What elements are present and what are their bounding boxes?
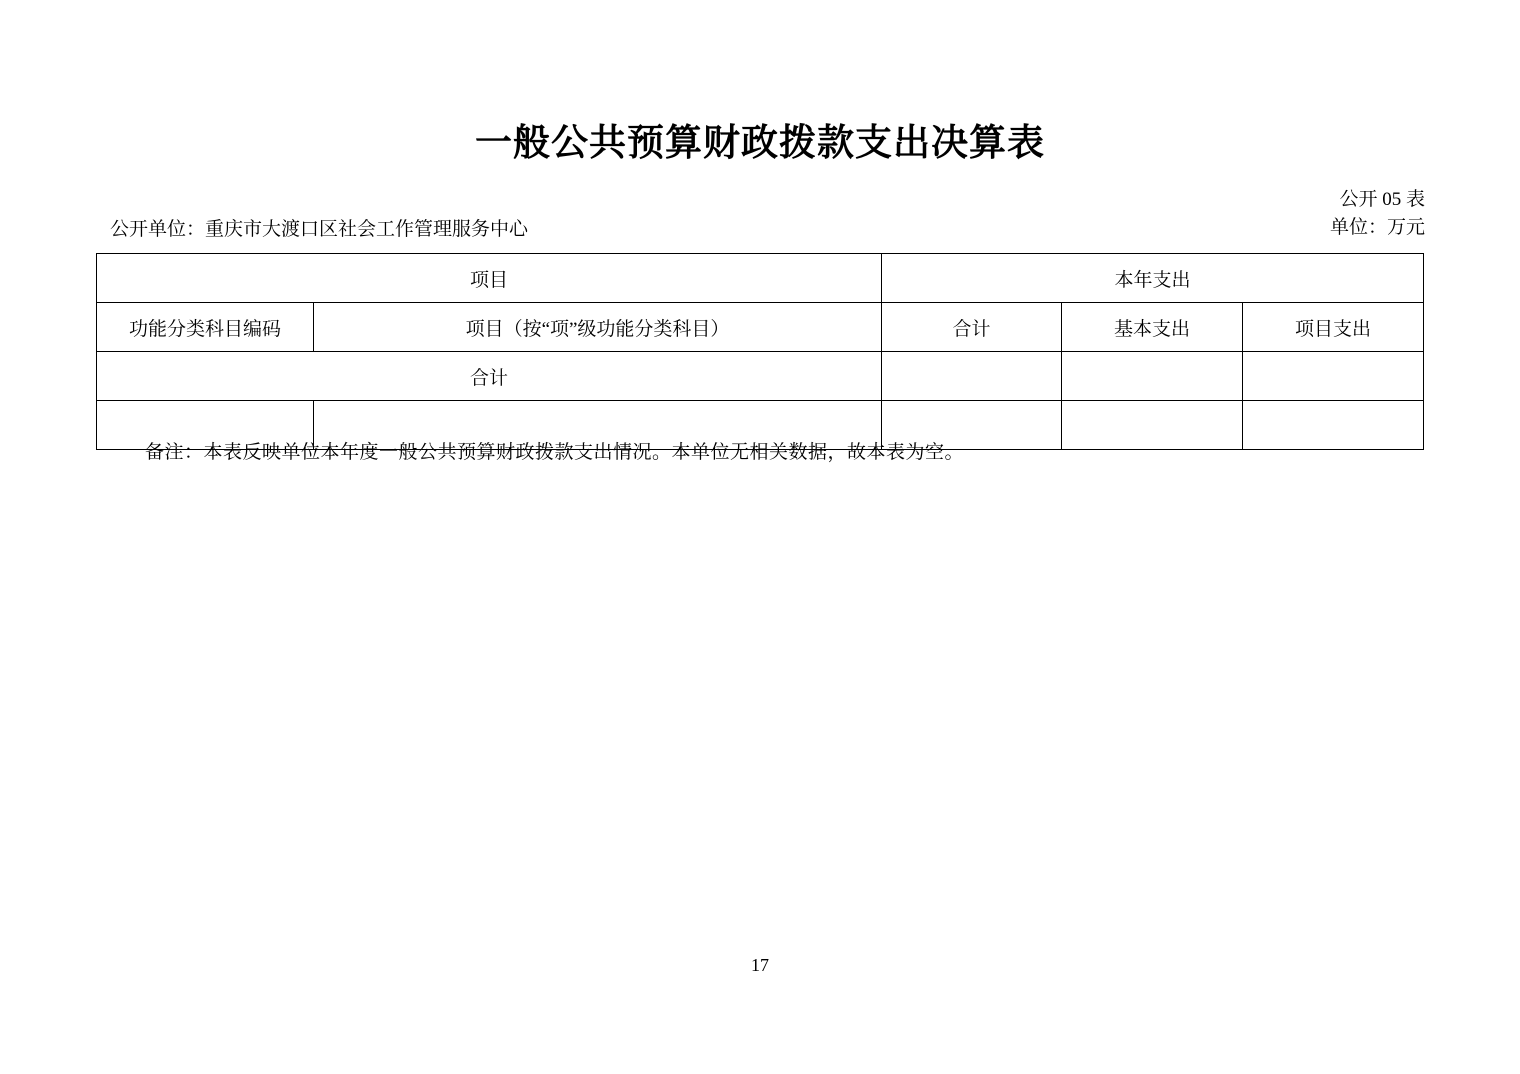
column-header-basic: 基本支出 [1062, 303, 1243, 352]
header-project-group: 项目 [97, 254, 882, 303]
table-row [97, 352, 1424, 401]
row-total-project [1243, 352, 1424, 401]
row-empty-basic [1062, 401, 1243, 450]
form-meta [1330, 186, 1425, 242]
table-remark: 备注：本表反映单位本年度一般公共预算财政拨款支出情况。本单位无相关数据，故本表为空。 [145, 442, 965, 463]
column-header-total: 合计 [882, 303, 1062, 352]
budget-expenditure-table [96, 253, 1424, 450]
table-column-header-row [97, 303, 1424, 352]
publisher-line: 公开单位：重庆市大渡口区社会工作管理服务中心 [110, 219, 529, 240]
row-empty-project [1243, 401, 1424, 450]
column-header-project: 项目（按“项”级功能分类科目） [314, 303, 882, 352]
form-number: 公开 05 表 [1339, 189, 1425, 210]
header-current-year-group: 本年支出 [882, 254, 1424, 303]
page-number: 17 [751, 955, 769, 975]
page-title: 一般公共预算财政拨款支出决算表 [475, 121, 1045, 164]
row-total-basic [1062, 352, 1243, 401]
amount-unit: 单位：万元 [1329, 217, 1425, 238]
table-header-group-row [97, 254, 1424, 303]
row-total-value [882, 352, 1062, 401]
column-header-code: 功能分类科目编码 [97, 303, 314, 352]
column-header-project-expenditure: 项目支出 [1243, 303, 1424, 352]
row-total-label: 合计 [97, 352, 882, 401]
